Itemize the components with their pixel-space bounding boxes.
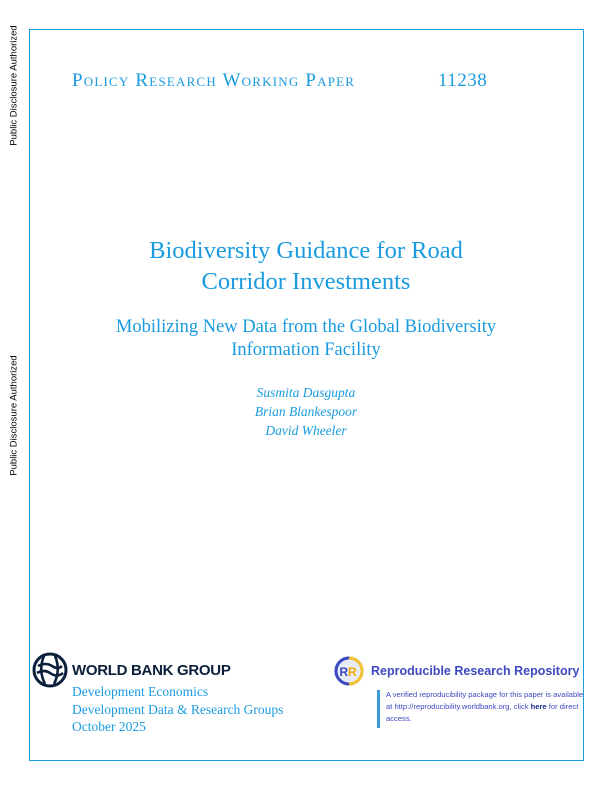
paper-subtitle-line-2: Information Facility bbox=[231, 340, 381, 360]
publisher-unit: Development Economics bbox=[72, 684, 209, 699]
author-name: Susmita Dasgupta bbox=[256, 385, 356, 400]
paper-subtitle bbox=[80, 316, 532, 362]
repository-logo[interactable] bbox=[333, 655, 579, 687]
repository-note-text: A verified reproducibility package for this paper is available at http://reproducibility.worldbank.org, click bbox=[386, 690, 584, 711]
paper-title-line-1: Biodiversity Guidance for Road bbox=[149, 237, 463, 264]
publisher-groups: Development Data & Research Groups bbox=[72, 701, 284, 717]
repository-note-tail: for direct access. bbox=[386, 702, 579, 723]
disclosure-label-top: Public Disclosure Authorized bbox=[8, 24, 20, 146]
paper-title-line-2: Corridor Investments bbox=[201, 268, 411, 295]
series-title: Policy Research Working Paper bbox=[72, 70, 356, 91]
author-list bbox=[150, 383, 462, 440]
author-name: Brian Blankespoor bbox=[254, 404, 358, 419]
repository-note-bar bbox=[377, 690, 380, 728]
repository-link[interactable]: here bbox=[530, 702, 547, 711]
paper-number: 11238 bbox=[438, 70, 488, 91]
disclosure-label-bottom: Public Disclosure Authorized bbox=[8, 354, 20, 476]
svg-text:R: R bbox=[339, 665, 349, 679]
paper-subtitle-line-1: Mobilizing New Data from the Global Biodiversity bbox=[115, 317, 497, 337]
author-name: David Wheeler bbox=[265, 423, 347, 438]
repository-name: Reproducible Research Repository bbox=[371, 664, 580, 678]
svg-text:R: R bbox=[348, 665, 357, 679]
repository-note bbox=[386, 689, 586, 725]
globe-icon bbox=[32, 652, 68, 688]
rr-logo-icon bbox=[333, 655, 365, 687]
paper-title bbox=[80, 235, 532, 297]
publication-date: October 2025 bbox=[72, 719, 146, 734]
world-bank-wordmark: WORLD BANK GROUP bbox=[72, 661, 231, 679]
publisher-info bbox=[72, 683, 283, 736]
